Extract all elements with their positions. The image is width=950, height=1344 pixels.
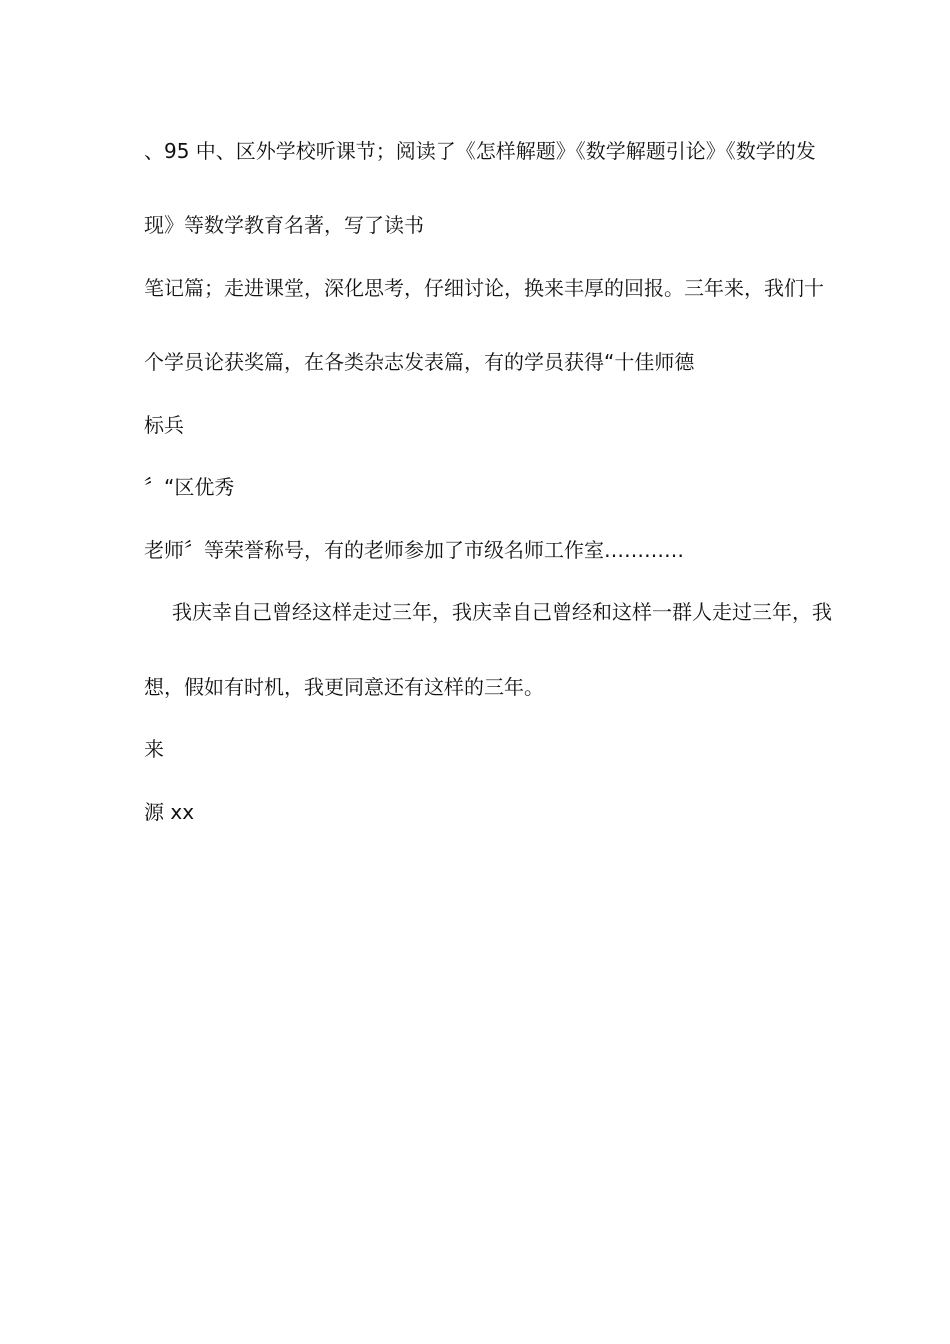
paragraph-indented-line: 我庆幸自己曾经这样走过三年，我庆幸自己曾经和这样一群人走过三年，我 (172, 600, 832, 624)
text-line-5: 标兵 (144, 413, 184, 437)
text-line-2: 现》等数学教育名著，写了读书 (144, 213, 424, 237)
source-line: 源 xx (144, 800, 195, 824)
text-line-10: 来 (144, 737, 164, 761)
text-line-1: 、95 中、区外学校听课节；阅读了《怎样解题》《数学解题引论》《数学的发 (144, 139, 816, 163)
text-line-7: 老师〞等荣誉称号，有的老师参加了市级名师工作室………… (144, 538, 684, 562)
text-line-6: 〞“区优秀 (144, 475, 235, 499)
text-line-3: 笔记篇；走进课堂，深化思考，仔细讨论，换来丰厚的回报。三年来，我们十 (144, 276, 824, 300)
text-line-9: 想，假如有时机，我更同意还有这样的三年。 (144, 675, 544, 699)
text-line-4: 个学员论获奖篇，在各类杂志发表篇，有的学员获得“十佳师德 (144, 350, 695, 374)
